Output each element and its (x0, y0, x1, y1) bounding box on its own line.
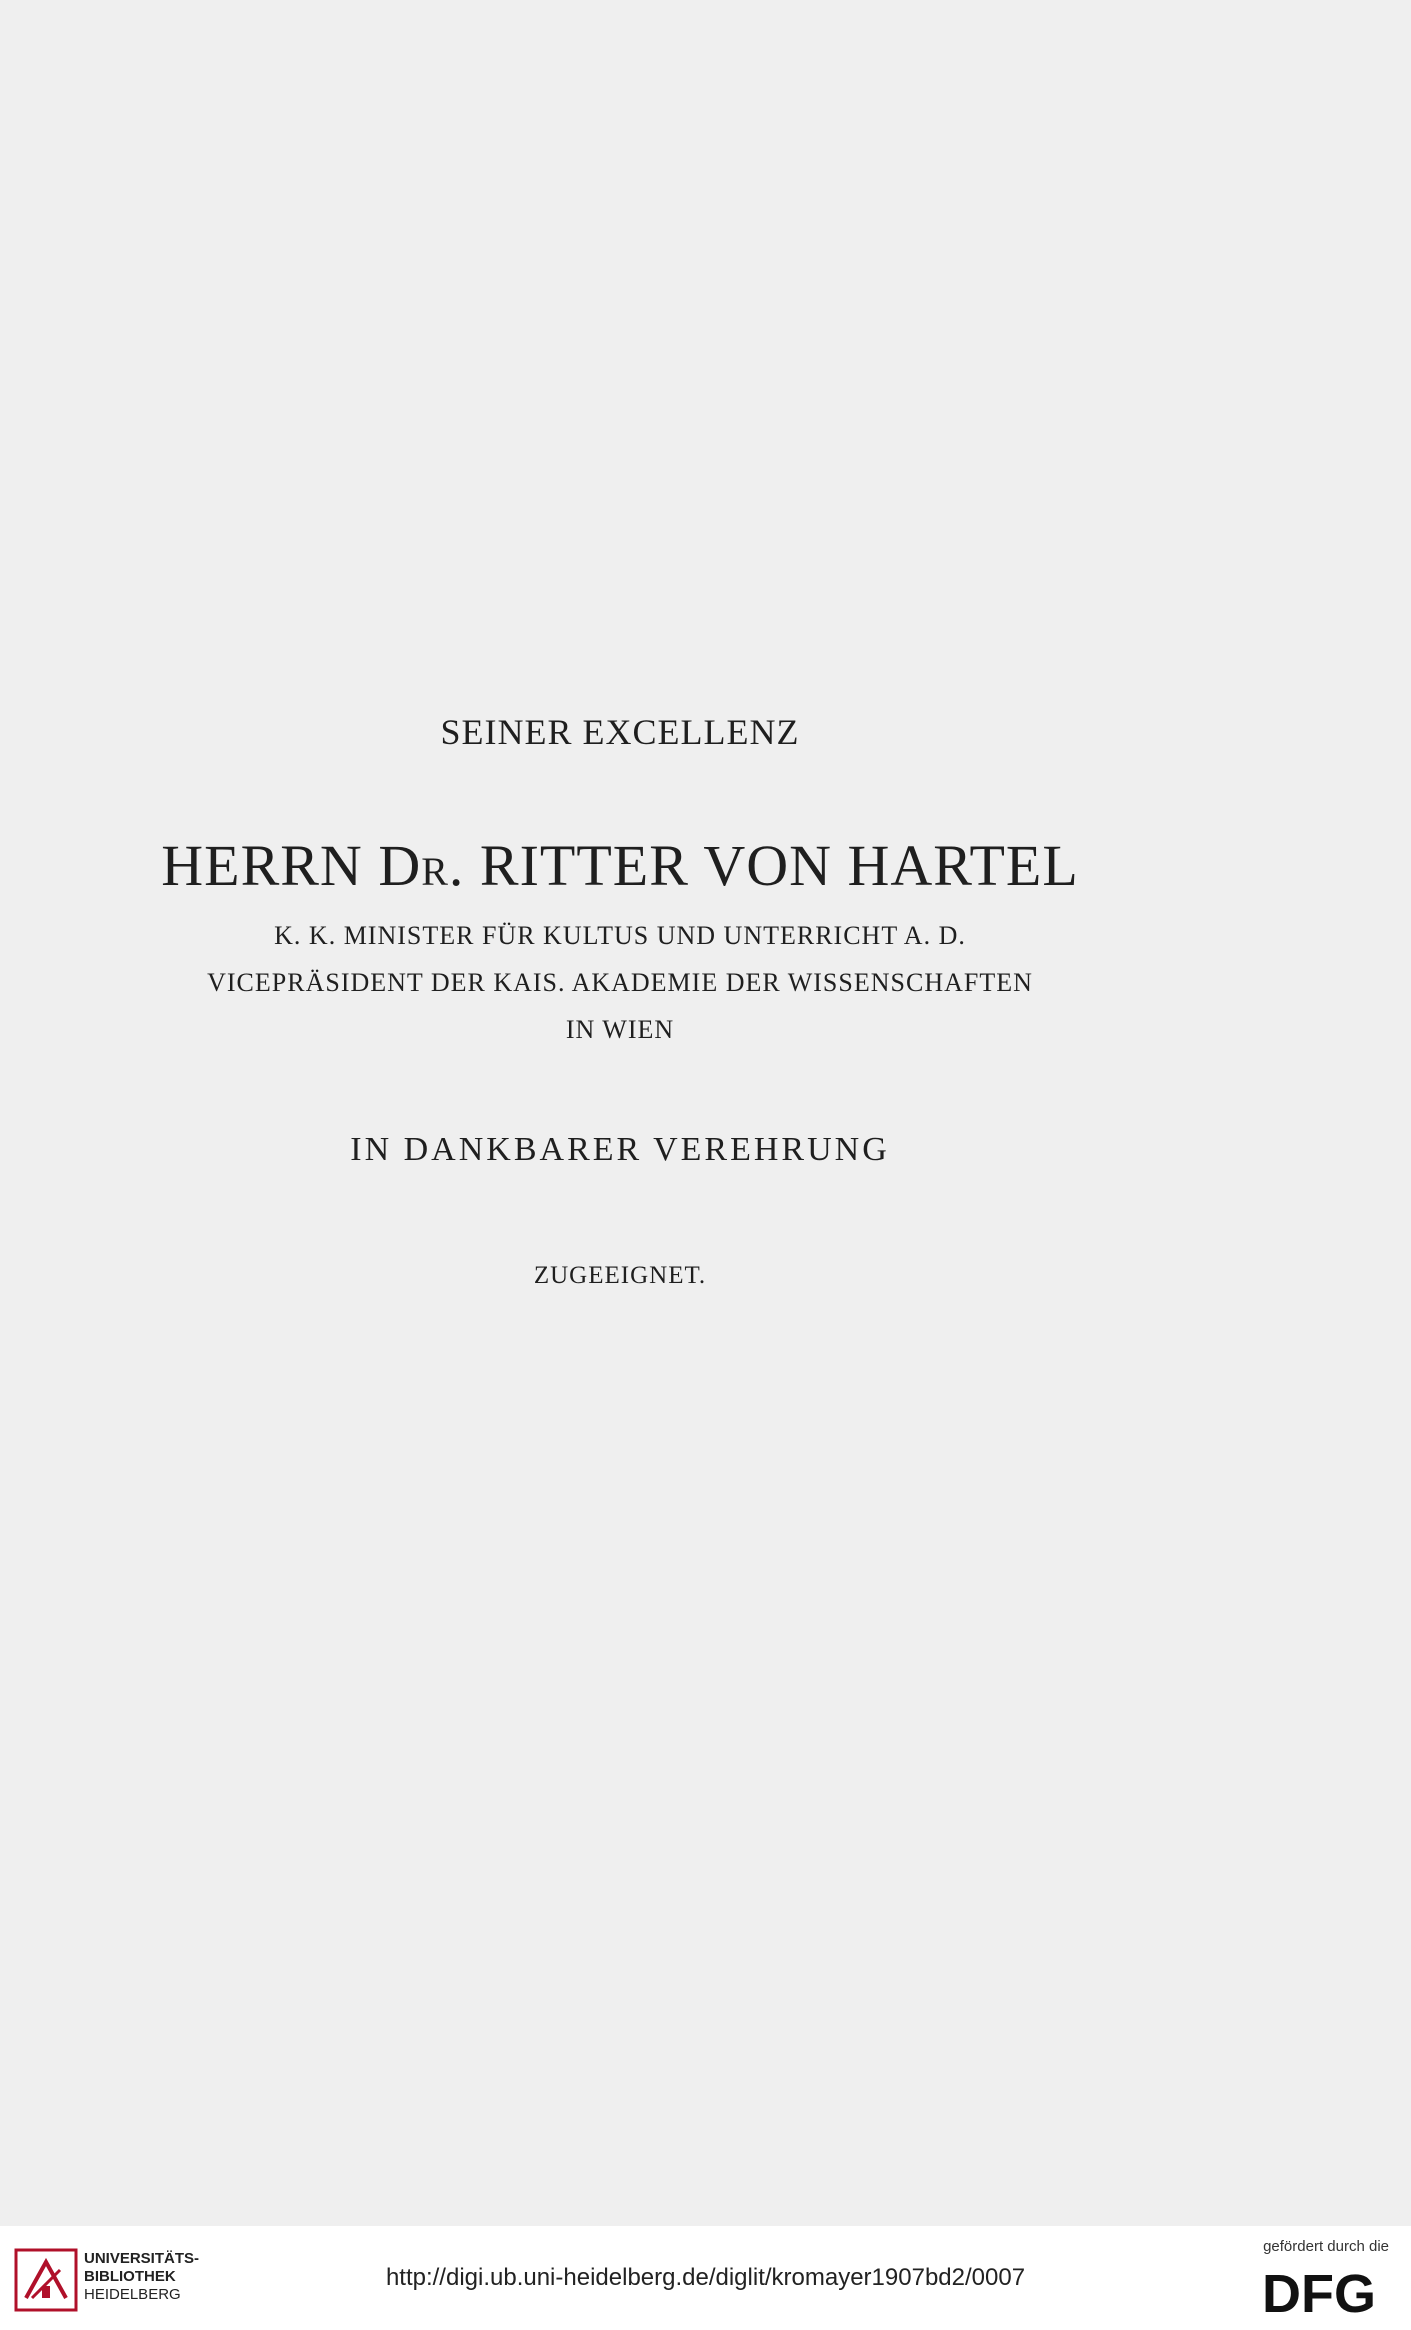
dedication-name (0, 832, 1240, 899)
dfg-logo-icon (1249, 2264, 1389, 2320)
dedication-name-smallcaps: R (421, 849, 449, 894)
library-name-line2: BIBLIOTHEK (84, 2268, 176, 2285)
dedication-title-academy: VICEPRÄSIDENT DER KAIS. AKADEMIE DER WISSENSCHAFTEN (207, 968, 1033, 997)
dedication-name-part2: . RITTER VON HARTEL (448, 833, 1079, 898)
funding-caption: gefördert durch die (1263, 2238, 1389, 2255)
dfg-logo-text: DFG (1262, 2264, 1376, 2320)
dedication-name-part1: HERRN D (161, 833, 422, 898)
permalink-url[interactable]: http://digi.ub.uni-heidelberg.de/diglit/kromayer1907bd2/0007 (385, 2264, 1026, 2291)
dedication-dedicated: ZUGEEIGNET. (533, 1262, 707, 1289)
dedication-gratitude: IN DANKBARER VEREHRUNG (350, 1131, 890, 1168)
library-name-line3: HEIDELBERG (84, 2286, 181, 2303)
dedication-location: IN WIEN (565, 1015, 675, 1044)
digitization-footer (0, 2226, 1411, 2330)
dedication-title-minister: K. K. MINISTER FÜR KULTUS UND UNTERRICHT A. D. (274, 921, 966, 950)
dedication-line-excellenz: SEINER EXCELLENZ (440, 712, 800, 752)
library-name-line1: UNIVERSITÄTS- (84, 2250, 200, 2267)
